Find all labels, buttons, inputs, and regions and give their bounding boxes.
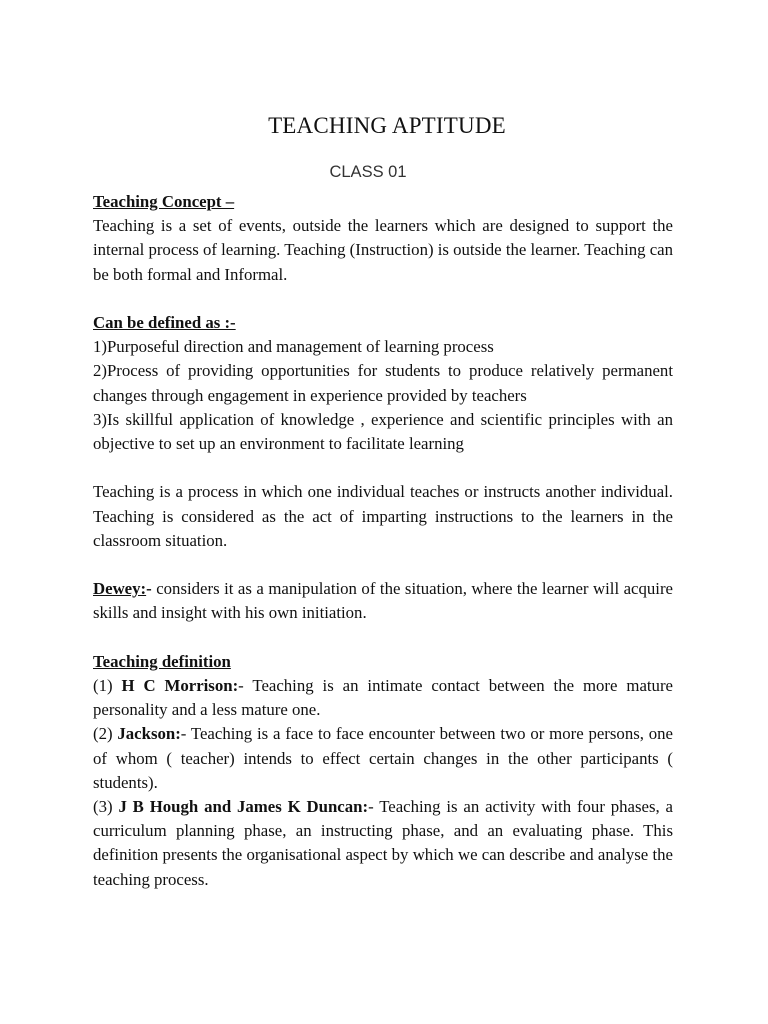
defined-heading: Can be defined as :- bbox=[93, 313, 236, 332]
process-paragraph: Teaching is a process in which one individual teaches or instructs another individual. Teaching is considered as the act of imparting instructions to the learners in the classroom situation. bbox=[93, 482, 673, 550]
dewey-paragraph: Dewey:- considers it as a manipulation of the situation, where the learner will acquire skills and insight with his own initiation. bbox=[93, 579, 673, 623]
document-body bbox=[93, 190, 673, 892]
spacer bbox=[93, 287, 673, 311]
concept-paragraph: Teaching is a set of events, outside the learners which are designed to support the internal process of learning. Teaching (Instruction) is outside the learner. Teaching can be both formal and Informal. bbox=[93, 216, 673, 284]
spacer bbox=[93, 456, 673, 480]
spacer bbox=[93, 626, 673, 650]
definition-item: (3) J B Hough and James K Duncan:- Teaching is an activity with four phases, a curriculum planning phase, an instructing phase, and an evaluating phase. This definition presents the organisational aspect by which we can describe and analyse the teaching process. bbox=[93, 797, 674, 889]
dewey-label: Dewey: bbox=[93, 579, 147, 599]
defined-item: 3)Is skillful application of knowledge , experience and scientific principles with an objective to set up an environment to facilitate learning bbox=[93, 409, 673, 454]
defined-item: 2)Process of providing opportunities for students to produce relatively permanent changes through engagement in experience provided by teachers bbox=[93, 361, 673, 405]
concept-heading: Teaching Concept – bbox=[93, 192, 235, 211]
page-title: TEACHING APTITUDE bbox=[268, 113, 506, 138]
spacer bbox=[93, 553, 673, 577]
definition-heading: Teaching definition bbox=[93, 651, 231, 671]
page-subtitle: CLASS 01 bbox=[329, 163, 407, 181]
defined-item: 1)Purposeful direction and management of learning process bbox=[93, 337, 494, 357]
definition-item: (2) Jackson:- Teaching is a face to face encounter between two or more persons, one of whom ( teacher) intends to effect certain changes in the other participants ( students). bbox=[93, 724, 673, 792]
definition-item: (1) H C Morrison:- Teaching is an intimate contact between the more mature personality and a less mature one. bbox=[93, 676, 673, 720]
